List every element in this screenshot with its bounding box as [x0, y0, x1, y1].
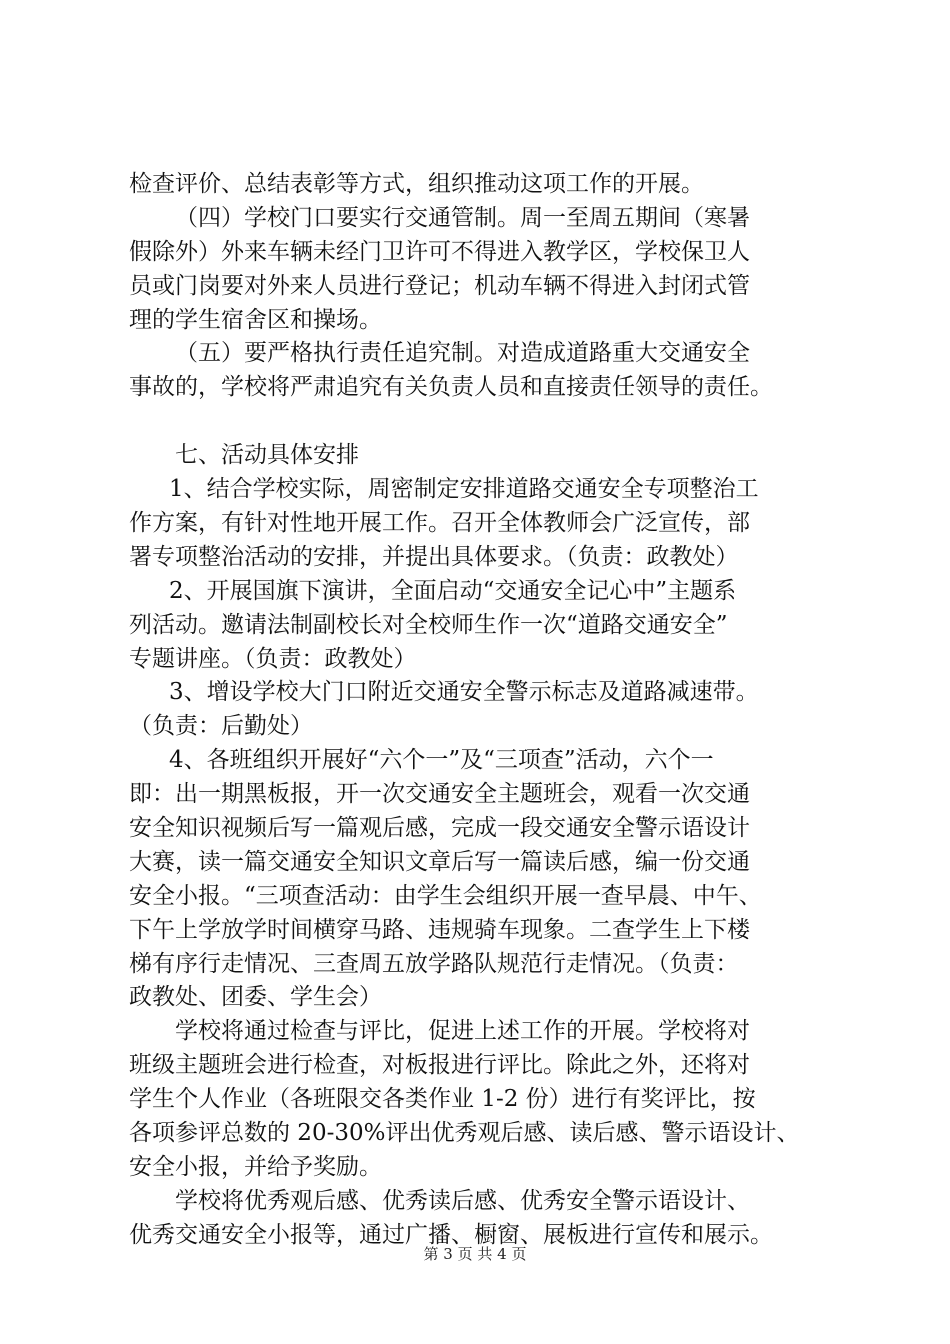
text-line: 即：出一期黑板报，开一次交通安全主题班会，观看一次交通	[129, 781, 750, 808]
section-heading: 七、活动具体安排	[175, 442, 359, 469]
text-line: 政教处、团委、学生会）	[129, 984, 382, 1011]
text-line: 优秀交通安全小报等，通过广播、橱窗、展板进行宣传和展示。	[129, 1221, 773, 1248]
text-line: 1、结合学校实际，周密制定安排道路交通安全专项整治工	[169, 476, 759, 503]
text-line: 学校将通过检查与评比，促进上述工作的开展。学校将对	[175, 1018, 750, 1045]
text-line: （负责：后勤处）	[129, 713, 313, 740]
text-line: 理的学生宿舍区和操场。	[129, 306, 382, 333]
text-line: （四）学校门口要实行交通管制。周一至周五期间（寒暑	[175, 204, 750, 231]
text-line: 安全小报。“三项查活动：由学生会组织开展一查早晨、中午、	[129, 882, 762, 909]
text-line: 下午上学放学时间横穿马路、违规骑车现象。二查学生上下楼	[129, 916, 750, 943]
text-line: 列活动。邀请法制副校长对全校师生作一次“道路交通安全”	[129, 611, 728, 638]
text-line: 学校将优秀观后感、优秀读后感、优秀安全警示语设计、	[175, 1187, 750, 1214]
text-line: 4、各班组织开展好“六个一”及“三项查”活动，六个一	[169, 747, 714, 774]
text-line: 梯有序行走情况、三查周五放学路队规范行走情况。（负责：	[129, 950, 739, 977]
text-line: 作方案，有针对性地开展工作。召开全体教师会广泛宣传，部	[129, 510, 750, 537]
paragraph-gap	[129, 405, 849, 439]
text-line: 事故的，学校将严肃追究有关负责人员和直接责任领导的责任。	[129, 374, 773, 401]
text-line: 学生个人作业（各班限交各类作业 1-2 份）进行有奖评比，按	[129, 1086, 756, 1113]
page-number-footer: 第 3 页 共 4 页	[423, 1245, 527, 1263]
text-line: 专题讲座。（负责：政教处）	[129, 645, 417, 672]
text-line: 各项参评总数的 20-30%评出优秀观后感、读后感、警示语设计、	[129, 1120, 800, 1147]
text-line: 3、增设学校大门口附近交通安全警示标志及道路减速带。	[169, 679, 759, 706]
text-line: 检查评价、总结表彰等方式，组织推动这项工作的开展。	[129, 171, 704, 197]
text-line: 班级主题班会进行检查，对板报进行评比。除此之外，还将对	[129, 1052, 750, 1079]
text-line: （五）要严格执行责任追究制。对造成道路重大交通安全	[175, 340, 750, 367]
text-line: 2、开展国旗下演讲，全面启动“交通安全记心中”主题系	[169, 577, 737, 604]
text-line: 安全知识视频后写一篇观后感，完成一段交通安全警示语设计	[129, 815, 750, 842]
text-line: 署专项整治活动的安排，并提出具体要求。（负责：政教处）	[129, 543, 739, 570]
text-line: 安全小报，并给予奖励。	[129, 1153, 382, 1180]
text-line: 员或门岗要对外来人员进行登记；机动车辆不得进入封闭式管	[129, 272, 750, 299]
text-line: 假除外）外来车辆未经门卫许可不得进入教学区，学校保卫人	[129, 238, 750, 265]
text-line: 大赛，读一篇交通安全知识文章后写一篇读后感，编一份交通	[129, 848, 750, 875]
document-body	[129, 168, 849, 1253]
